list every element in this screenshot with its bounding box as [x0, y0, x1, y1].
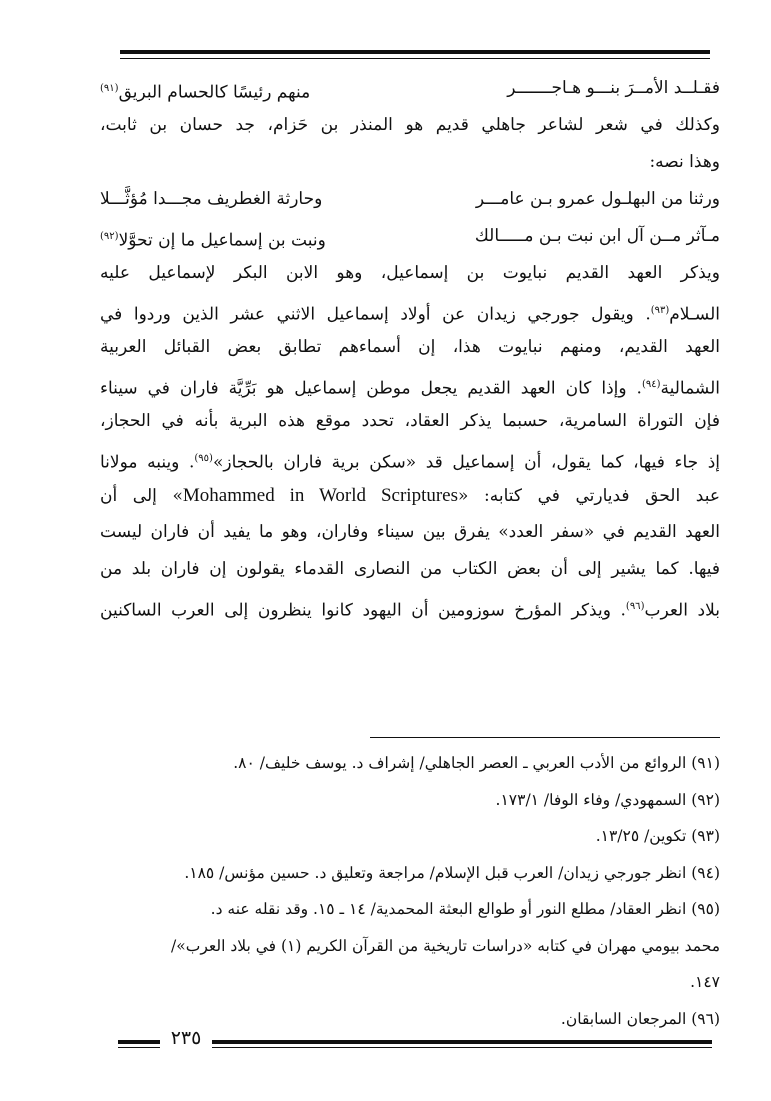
footnote-92: (٩٢) السمهودي/ وفاء الوفا/ ١٧٣/١.	[495, 790, 720, 809]
verse-line-2	[100, 181, 720, 218]
verse-line-3	[100, 218, 720, 255]
main-text	[100, 70, 720, 625]
page-number: ٢٣٥	[170, 1027, 202, 1049]
verse-3-right-hemistich: مـآثر مــن آل ابن نبت بـن مـــــالك	[474, 226, 720, 246]
paragraph-line	[100, 440, 720, 477]
verse-2-left-hemistich: وحارثة الغطريف مجـــدا مُؤثَّـــلا	[100, 189, 323, 209]
footer-thick-rule-left	[118, 1040, 160, 1044]
paragraph-line	[100, 292, 720, 329]
verse-3-left-hemistich	[100, 218, 326, 255]
footnotes	[100, 745, 720, 1037]
paragraph-line	[100, 366, 720, 403]
paragraph-line	[100, 588, 720, 625]
text-run: السـلام	[669, 304, 720, 325]
text-run: إذ جاء فيها، كما يقول، أن إسماعيل قد «سكن برية فاران بالحجاز»	[212, 452, 720, 473]
header-thin-rule	[120, 58, 710, 59]
paragraph-line: فإن التوراة السامرية، حسبما يذكر العقاد، تحدد موقع هذه البرية بأنه في الحجاز،	[100, 411, 720, 431]
footnote-95-continued: محمد بيومي مهران في كتابه «دراسات تاريخية من القرآن الكريم (١) في بلاد العرب»/	[171, 936, 720, 955]
paragraph-line: وكذلك في شعر لشاعر جاهلي قديم هو المنذر بن حَزام، جد حسان بن ثابت،	[100, 115, 720, 135]
footnote-ref-95: (٩٥)	[194, 453, 213, 464]
footnote-divider	[370, 737, 720, 738]
verse-3-left-text: ونبت بن إسماعيل ما إن تحوَّلا	[118, 230, 326, 251]
footnote-ref-93: (٩٣)	[650, 305, 670, 316]
paragraph-line: ويذكر العهد القديم نبايوت بن إسماعيل، وهو الابن البكر لإسماعيل عليه	[100, 263, 720, 283]
footnote-93: (٩٣) تكوين/ ١٣/٢٥.	[595, 827, 720, 845]
footnote-ref-94: (٩٤)	[641, 379, 661, 390]
text-run: بلاد العرب	[644, 600, 720, 621]
footnote-95: (٩٥) انظر العقاد/ مطلع النور أو طوالع البعثة المحمدية/ ١٤ ـ ١٥. وقد نقله عنه د.	[210, 900, 720, 918]
verse-2-right-hemistich: ورثنا من البهلـول عمرو بـن عامـــر	[475, 189, 720, 209]
verse-1-left-text: منهم رئيسًا كالحسام البريق	[118, 82, 311, 103]
text-run: عبد الحق فديارتي في كتابه: «	[458, 486, 720, 506]
footnote-96: (٩٦) المرجعان السابقان.	[560, 1009, 720, 1028]
header-thick-rule	[120, 50, 710, 54]
verse-1-right-hemistich: فقـلــد الأمــرَ بنـــو هـاجـــــــر	[507, 78, 720, 98]
text-run: . وإذا كان العهد القديم يجعل موطن إسماعيل هو بَرِّيَّة فاران في سيناء	[100, 378, 642, 399]
footer-thin-rule-left	[118, 1047, 160, 1048]
text-run: . ويقول جورجي زيدان عن أولاد إسماعيل الاثني عشر الذين وردوا في	[100, 304, 651, 325]
paragraph-line: وهذا نصه:	[649, 152, 720, 172]
text-run: . وينبه مولانا	[100, 452, 195, 473]
footer-thick-rule	[212, 1040, 712, 1044]
paragraph-line: فيها. كما يشير إلى أن بعض الكتاب من النصارى القدماء يقولون إن فاران بلد من	[100, 559, 720, 579]
footnote-95-continued: ١٤٧.	[690, 973, 720, 991]
footnote-94: (٩٤) انظر جورجي زيدان/ العرب قبل الإسلام/ مراجعة وتعليق د. حسين مؤنس/ ١٨٥.	[184, 863, 720, 882]
footnote-ref-91: (٩١)	[100, 83, 119, 94]
text-run: » إلى أن	[100, 486, 183, 506]
footnote-ref-92: (٩٢)	[100, 231, 119, 242]
verse-1-left-hemistich	[100, 70, 310, 107]
paragraph-line: العهد القديم، ومنهم نبايوت هذا، إن أسماءهم تطابق بعض القبائل العربية	[100, 337, 720, 357]
footnote-91: (٩١) الروائع من الأدب العربي ـ العصر الجاهلي/ إشراف د. يوسف خليف/ ٨٠.	[233, 754, 720, 772]
paragraph-line: العهد القديم في «سفر العدد» يفرق بين سيناء وفاران، وهو ما يفيد أن فاران ليست	[100, 522, 720, 542]
verse-line-1	[100, 70, 720, 107]
book-title-english: Mohammed in World Scriptures	[182, 485, 459, 506]
footer-thin-rule	[212, 1047, 712, 1048]
text-run: . ويذكر المؤرخ سوزومين أن اليهود كانوا ينظرون إلى العرب الساكنين	[100, 600, 626, 621]
text-run: الشمالية	[660, 378, 720, 399]
paragraph-line	[100, 477, 720, 514]
footnote-ref-96: (٩٦)	[625, 601, 645, 612]
